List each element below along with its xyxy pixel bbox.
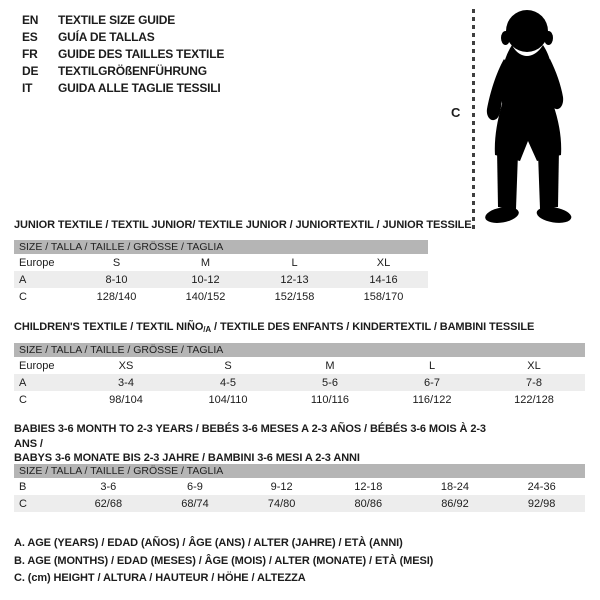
language-label: GUIDA ALLE TAGLIE TESSILI — [58, 80, 221, 95]
language-row-de — [22, 62, 224, 79]
children-table-title — [14, 321, 534, 334]
size-header-row — [14, 343, 585, 357]
size-cell: XL — [527, 359, 541, 372]
table-row-age — [14, 374, 585, 391]
size-header-label: SIZE / TALLA / TAILLE / GRÖSSE / TAGLIA — [14, 464, 585, 478]
size-cell: 6-9 — [187, 480, 203, 493]
table-row-height — [14, 495, 585, 512]
table-row-age — [14, 271, 428, 288]
size-cell: 122/128 — [514, 393, 554, 406]
size-cell: 7-8 — [483, 374, 585, 391]
size-cell: L — [291, 256, 298, 269]
children-title-sub: /A — [203, 325, 212, 334]
size-cell: L — [428, 359, 436, 372]
size-cell: 158/170 — [363, 290, 404, 303]
size-cell: 14-16 — [339, 271, 428, 288]
language-row-it — [22, 79, 224, 96]
language-code: ES — [22, 29, 38, 44]
size-cell: 116/122 — [412, 393, 452, 406]
language-label: GUÍA DE TALLAS — [58, 29, 155, 44]
language-code: DE — [22, 63, 39, 78]
babies-table-title — [14, 422, 494, 466]
language-code: FR — [22, 46, 38, 61]
size-cell: 18-24 — [440, 480, 470, 493]
size-cell: S — [224, 359, 232, 372]
size-header-row — [14, 464, 585, 478]
size-cell: 104/110 — [208, 393, 248, 406]
size-cell: 62/68 — [65, 495, 152, 512]
size-cell: 140/152 — [185, 290, 226, 303]
babies-title-line1: BABIES 3-6 MONTH TO 2-3 YEARS / BEBÉS 3-6 MESES A 2-3 AÑOS / BÉBÉS 3-6 MOIS À 2-3 ANS / — [14, 423, 486, 450]
size-cell: 74/80 — [238, 495, 325, 512]
size-cell: 68/74 — [152, 495, 239, 512]
size-cell: 3-4 — [75, 374, 177, 391]
table-row-europe — [14, 254, 428, 271]
note-c: C. (cm) HEIGHT / ALTURA / HAUTEUR / HÖHE / ALTEZZA — [14, 572, 306, 584]
size-cell: 5-6 — [279, 374, 381, 391]
row-label-cell: Europe — [19, 359, 55, 372]
size-cell: 12-18 — [354, 480, 383, 493]
size-cell: 98/104 — [109, 393, 143, 406]
size-cell: 6-7 — [381, 374, 483, 391]
row-label-cell: A — [14, 271, 72, 288]
row-label-cell: C — [19, 290, 27, 303]
babies-title-line2: BABYS 3-6 MONATE BIS 2-3 JAHRE / BAMBINI 3-6 MESI A 2-3 ANNI — [14, 452, 360, 464]
size-cell: M — [200, 256, 211, 269]
junior-textile-table — [14, 240, 428, 305]
size-cell: 4-5 — [177, 374, 279, 391]
language-row-en — [22, 11, 224, 28]
children-title-prefix: CHILDREN'S TEXTILE / TEXTIL NIÑO — [14, 321, 204, 333]
babies-textile-table — [14, 464, 585, 512]
size-cell: 92/98 — [498, 495, 585, 512]
size-cell: 152/158 — [274, 290, 315, 303]
size-cell: 128/140 — [96, 290, 137, 303]
language-row-fr — [22, 45, 224, 62]
note-a: A. AGE (YEARS) / EDAD (AÑOS) / ÂGE (ANS) / ALTER (JAHRE) / ETÀ (ANNI) — [14, 537, 403, 549]
language-code: IT — [22, 80, 33, 95]
childrens-textile-table — [14, 343, 585, 408]
table-row-height — [14, 288, 428, 305]
language-guide-list — [22, 11, 224, 96]
size-header-label: SIZE / TALLA / TAILLE / GRÖSSE / TAGLIA — [14, 240, 428, 254]
size-cell: S — [112, 256, 121, 269]
legend-notes — [14, 535, 433, 588]
row-label-cell: B — [19, 480, 27, 493]
size-header-label: SIZE / TALLA / TAILLE / GRÖSSE / TAGLIA — [14, 343, 585, 357]
table-row-europe — [14, 357, 585, 374]
row-label-cell: C — [19, 393, 27, 406]
table-row-months — [14, 478, 585, 495]
language-label: TEXTILE SIZE GUIDE — [58, 12, 176, 27]
language-row-es — [22, 28, 224, 45]
height-dashed-line — [472, 9, 475, 229]
row-label-cell: Europe — [19, 256, 55, 269]
baby-silhouette-icon — [484, 9, 594, 227]
language-label: TEXTILGRÖßENFÜHRUNG — [58, 63, 207, 78]
children-title-suffix: / TEXTILE DES ENFANTS / KINDERTEXTIL / BAMBINI TESSILE — [211, 321, 535, 333]
size-cell: 10-12 — [161, 271, 250, 288]
size-cell: XL — [376, 256, 391, 269]
size-cell: 3-6 — [100, 480, 117, 493]
size-cell: 86/92 — [412, 495, 499, 512]
note-b: B. AGE (MONTHS) / EDAD (MESES) / ÂGE (MOIS) / ALTER (MONATE) / ETÀ (MESI) — [14, 554, 434, 567]
junior-table-title: JUNIOR TEXTILE / TEXTIL JUNIOR/ TEXTILE JUNIOR / JUNIORTEXTIL / JUNIOR TESSILE — [14, 219, 472, 231]
table-row-height — [14, 391, 585, 408]
language-label: GUIDE DES TAILLES TEXTILE — [58, 46, 225, 61]
size-cell: 8-10 — [72, 271, 161, 288]
size-header-row — [14, 240, 428, 254]
size-cell: M — [325, 359, 335, 372]
row-label-cell: C — [14, 495, 65, 512]
size-cell: 110/116 — [310, 393, 350, 406]
size-cell: 24-36 — [527, 480, 556, 493]
language-code: EN — [22, 12, 39, 27]
row-label-cell: A — [14, 374, 75, 391]
size-cell: 9-12 — [270, 480, 293, 493]
size-cell: XS — [118, 359, 134, 372]
size-cell: 80/86 — [325, 495, 412, 512]
height-marker-label: C — [451, 105, 461, 120]
size-cell: 12-13 — [250, 271, 339, 288]
